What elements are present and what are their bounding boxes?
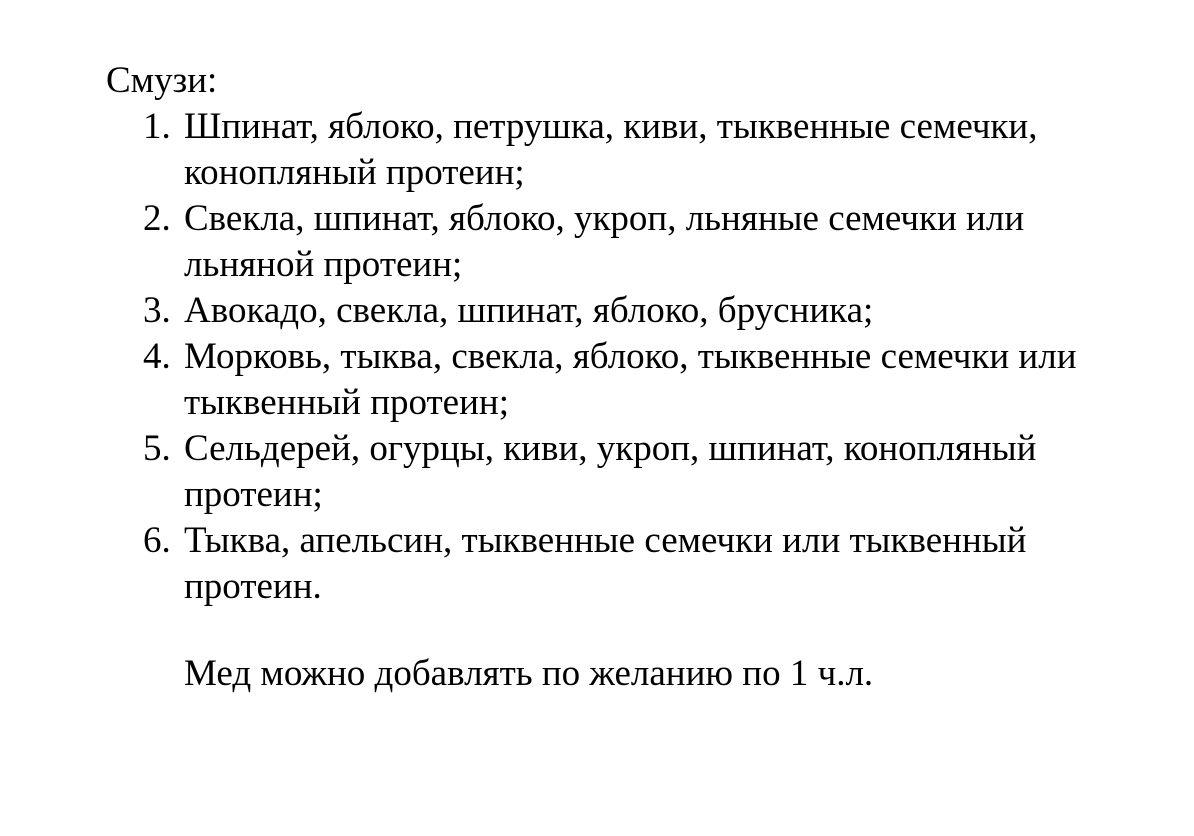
list-item-text: Морковь, тыква, свекла, яблоко, тыквенные семечки или тыквенный протеин; xyxy=(184,336,1077,423)
list-item-number: 3. xyxy=(143,290,171,331)
list-item xyxy=(0,104,1194,196)
list-item-number: 6. xyxy=(143,520,171,561)
list-item-text: Тыква, апельсин, тыквенные семечки или тыквенный протеин. xyxy=(184,520,1027,607)
list-item-text: Свекла, шпинат, яблоко, укроп, льняные семечки или льняной протеин; xyxy=(184,198,1025,285)
list-item-text: Сельдерей, огурцы, киви, укроп, шпинат, конопляный протеин; xyxy=(184,428,1037,515)
list-item-text: Авокадо, свекла, шпинат, яблоко, брусника; xyxy=(184,290,874,331)
list-item xyxy=(0,334,1194,426)
smoothie-list xyxy=(0,104,1194,610)
list-item-number: 4. xyxy=(143,336,171,377)
list-item-number: 1. xyxy=(143,106,171,147)
list-item xyxy=(0,426,1194,518)
list-item-number: 2. xyxy=(143,198,171,239)
document-heading: Смузи: xyxy=(106,60,218,101)
list-item-number: 5. xyxy=(143,428,171,469)
list-item-text: Шпинат, яблоко, петрушка, киви, тыквенные семечки, конопляный протеин; xyxy=(184,106,1038,193)
list-item xyxy=(0,288,1194,334)
list-item xyxy=(0,518,1194,610)
honey-note: Мед можно добавлять по желанию по 1 ч.л. xyxy=(184,653,874,694)
list-item xyxy=(0,196,1194,288)
